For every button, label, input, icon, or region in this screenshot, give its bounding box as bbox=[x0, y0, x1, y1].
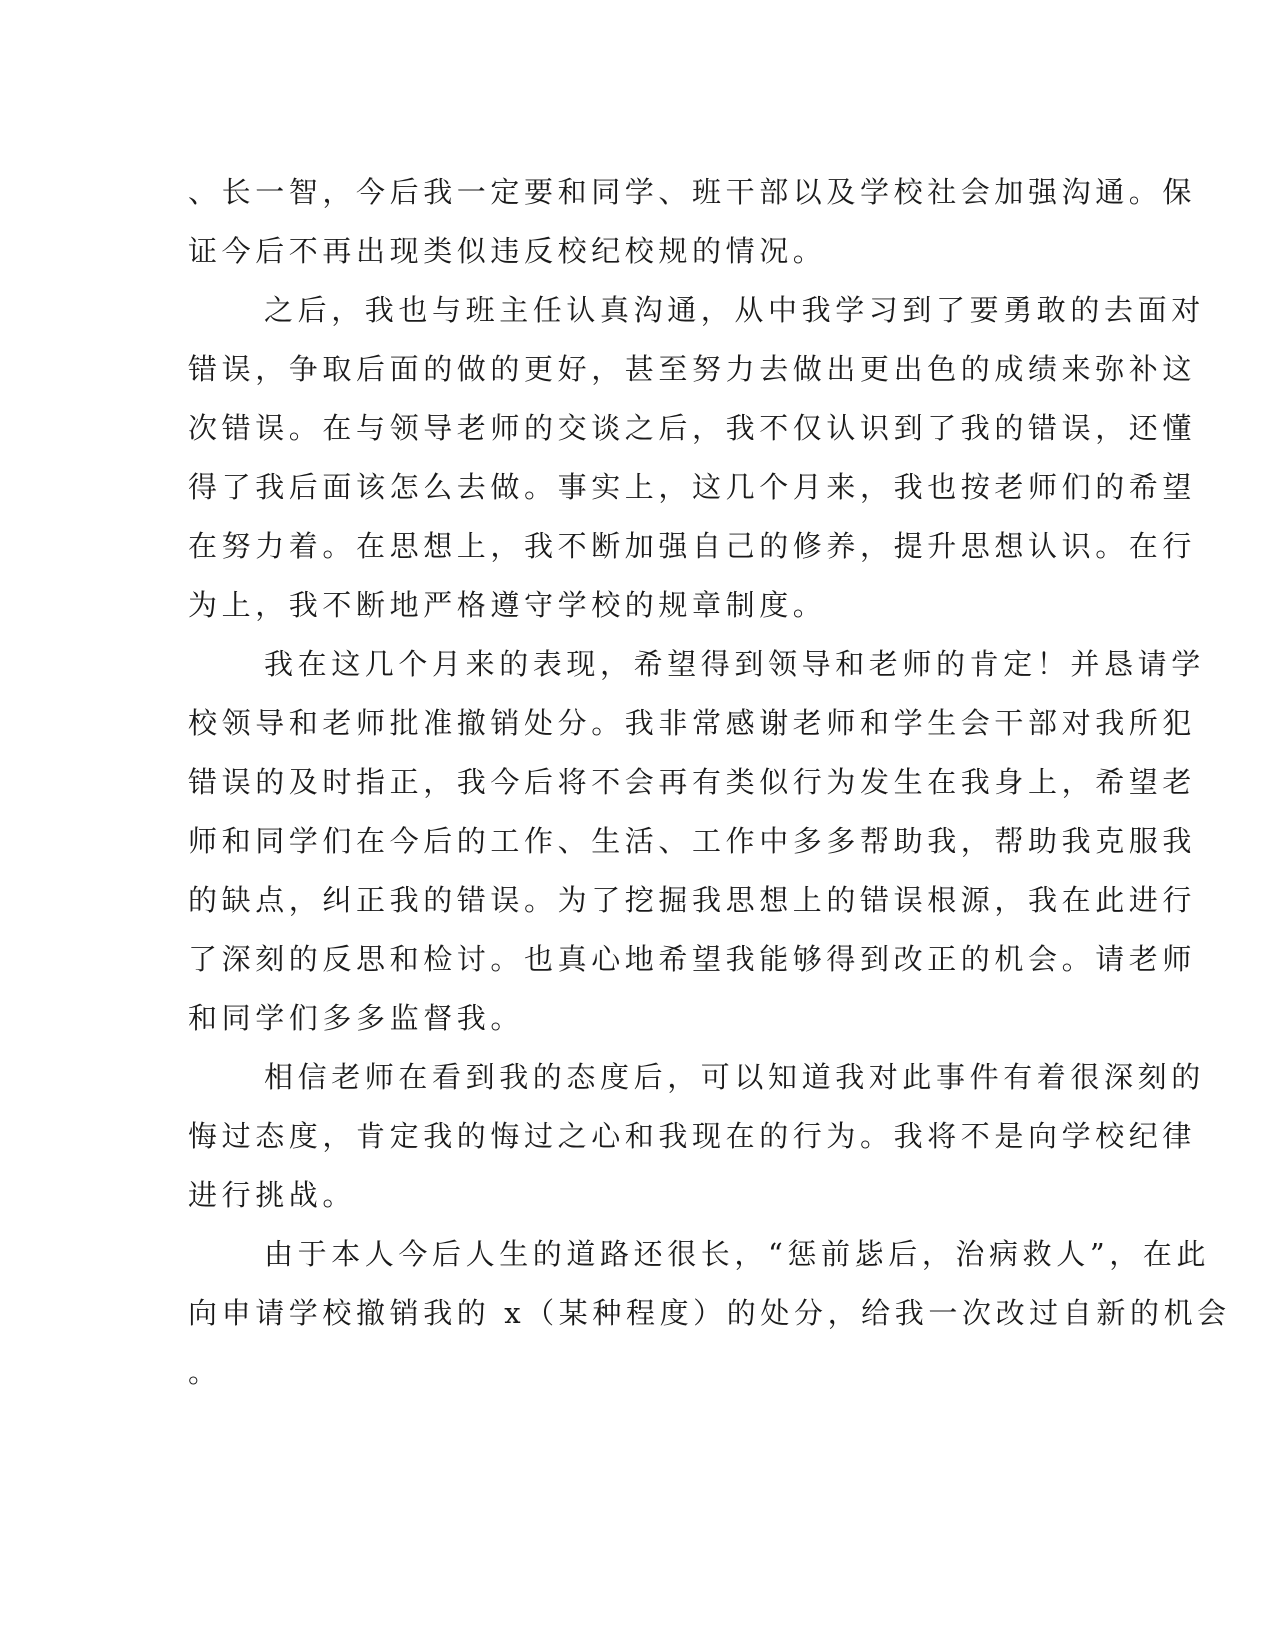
text-line: 悔过态度，肯定我的悔过之心和我现在的行为。我将不是向学校纪律 bbox=[188, 1119, 1197, 1153]
text-line: 校领导和老师批准撤销处分。我非常感谢老师和学生会干部对我所犯 bbox=[188, 706, 1197, 740]
paragraph-first-line: 相信老师在看到我的态度后，可以知道我对此事件有着很深刻的 bbox=[264, 1060, 1205, 1094]
text-line: 为上，我不断地严格遵守学校的规章制度。 bbox=[188, 588, 827, 622]
text-line: 得了我后面该怎么去做。事实上，这几个月来，我也按老师们的希望 bbox=[188, 470, 1197, 504]
text-line: 错误，争取后面的做的更好，甚至努力去做出更出色的成绩来弥补这 bbox=[188, 352, 1197, 386]
paragraph-first-line: 我在这几个月来的表现，希望得到领导和老师的肯定！并恳请学 bbox=[264, 647, 1205, 681]
text-line: 的缺点，纠正我的错误。为了挖掘我思想上的错误根源，我在此进行 bbox=[188, 883, 1197, 917]
text-line: 证今后不再出现类似违反校纪校规的情况。 bbox=[188, 234, 827, 268]
text-line: 师和同学们在今后的工作、生活、工作中多多帮助我，帮助我克服我 bbox=[188, 824, 1197, 858]
document-body bbox=[188, 163, 1231, 1402]
text-line: 错误的及时指正，我今后将不会再有类似行为发生在我身上，希望老 bbox=[188, 765, 1197, 799]
paragraph-first-line: 之后，我也与班主任认真沟通，从中我学习到了要勇敢的去面对 bbox=[264, 293, 1205, 327]
text-line: 。 bbox=[188, 1355, 222, 1389]
text-line: 和同学们多多监督我。 bbox=[188, 1001, 525, 1035]
text-line: 进行挑战。 bbox=[188, 1178, 357, 1212]
paragraph-first-line: 由于本人今后人生的道路还很长，“惩前毖后，治病救人”，在此 bbox=[264, 1237, 1211, 1271]
text-line: 向申请学校撤销我的 x（某种程度）的处分，给我一次改过自新的机会 bbox=[188, 1296, 1231, 1330]
text-line: 次错误。在与领导老师的交谈之后，我不仅认识到了我的错误，还懂 bbox=[188, 411, 1197, 445]
text-line: 了深刻的反思和检讨。也真心地希望我能够得到改正的机会。请老师 bbox=[188, 942, 1197, 976]
text-line: 在努力着。在思想上，我不断加强自己的修养，提升思想认识。在行 bbox=[188, 529, 1197, 563]
text-line: 、长一智，今后我一定要和同学、班干部以及学校社会加强沟通。保 bbox=[188, 175, 1197, 209]
